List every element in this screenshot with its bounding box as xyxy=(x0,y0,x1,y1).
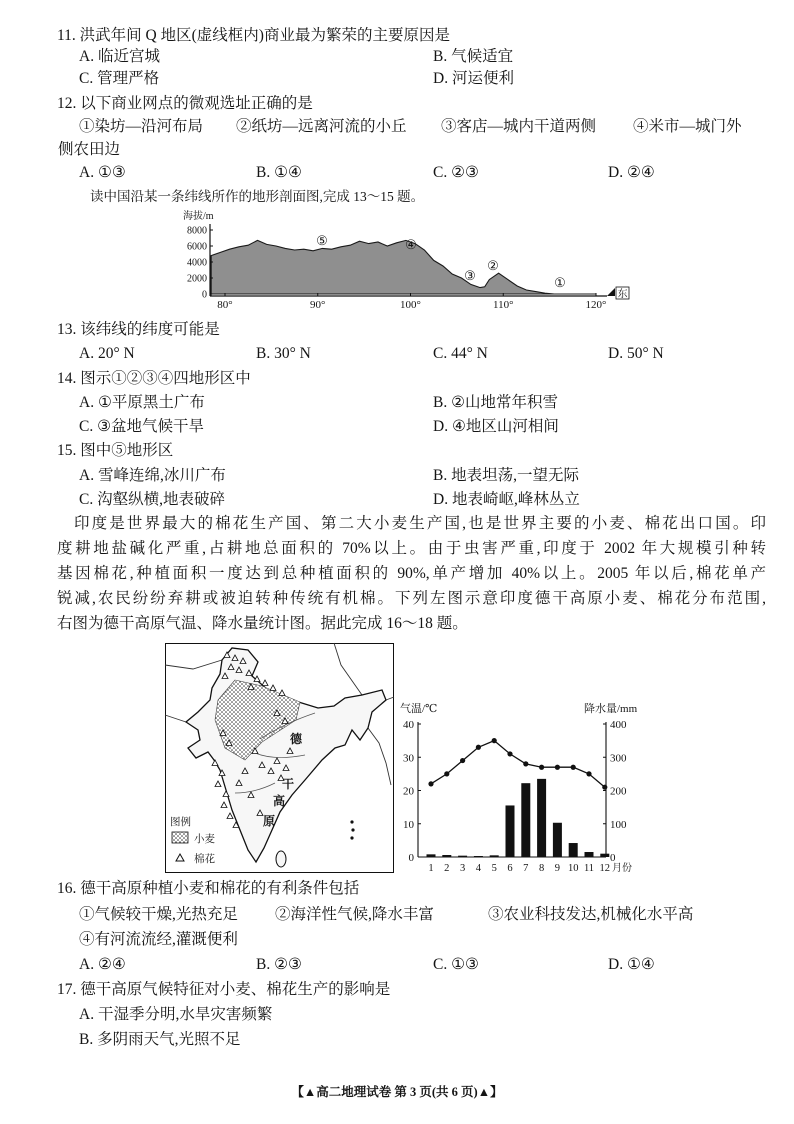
q11-option-b: B. 气候适宜 xyxy=(433,48,514,65)
q15-option-c: C. 沟壑纵横,地表破碎 xyxy=(79,491,225,508)
map-label-de: 德 xyxy=(290,732,303,746)
climate-left-tick-label: 30 xyxy=(403,752,414,765)
profile-region-label: ① xyxy=(554,275,566,290)
q12-item-1: ①染坊—沿河布局 xyxy=(79,118,204,135)
page-footer: 【▲高二地理试卷 第 3 页(共 6 页)▲】 xyxy=(291,1085,503,1099)
climate-left-tick-label: 0 xyxy=(408,852,414,864)
temperature-point xyxy=(507,751,512,756)
q15-option-d: D. 地表崎岖,峰林丛立 xyxy=(433,491,580,508)
q11-option-c: C. 管理严格 xyxy=(79,70,160,87)
q16-item-1: ①气候较干燥,光热充足 xyxy=(79,906,238,923)
precipitation-bar xyxy=(585,852,594,857)
q16-option-c: C. ①③ xyxy=(433,956,479,973)
temperature-point xyxy=(586,771,591,776)
q14-option-d: D. ④地区山河相间 xyxy=(433,418,559,435)
climate-left-tick-label: 20 xyxy=(403,785,414,798)
map-label-yuan: 原 xyxy=(263,814,276,828)
climate-left-axis-title: 气温/℃ xyxy=(400,703,438,715)
climate-right-tick-label: 0 xyxy=(610,852,616,864)
climate-month-label: 12 xyxy=(599,863,611,874)
passage-line-3: 基因棉花,种植面积一度达到总种植面积的 90%,单产增加 40%以上。2005 年以后,棉花单产 xyxy=(57,565,766,582)
profile-x-tick-label: 80° xyxy=(217,299,233,311)
map-label-gao: 高 xyxy=(273,794,286,808)
precipitation-bar xyxy=(506,805,515,857)
profile-region-label: ⑤ xyxy=(316,233,328,248)
q11-option-a: A. 临近宫城 xyxy=(79,48,160,65)
profile-x-tick-label: 100° xyxy=(400,299,421,311)
precipitation-bar xyxy=(553,823,562,857)
q11-option-d: D. 河运便利 xyxy=(433,70,514,87)
precipitation-bar xyxy=(458,856,467,857)
climate-left-tick-label: 40 xyxy=(403,719,414,731)
precipitation-bar xyxy=(427,854,436,857)
q11-stem: 11. 洪武年间 Q 地区(虚线框内)商业最为繁荣的主要原因是 xyxy=(57,27,450,44)
q12-item-3: ③客店—城内干道两侧 xyxy=(441,118,597,135)
q17-option-a: A. 干湿季分明,水旱灾害频繁 xyxy=(79,1006,273,1023)
profile-y-tick-label: 4000 xyxy=(187,257,207,269)
temperature-line xyxy=(431,741,605,788)
profile-region-label: ④ xyxy=(405,237,417,252)
profile-region-label: ② xyxy=(487,258,499,273)
profile-direction-label: 东 xyxy=(617,289,628,300)
climate-month-label: 8 xyxy=(538,863,545,874)
q12-option-c: C. ②③ xyxy=(433,164,479,181)
passage-line-2: 度耕地盐碱化严重,占耕地总面积的 70%以上。由于虫害严重,印度于 2002 年大规模引种转 xyxy=(57,540,766,557)
profile-y-tick-label: 0 xyxy=(202,289,207,301)
profile-direction-arrow xyxy=(607,288,615,296)
map-label-gan: 干 xyxy=(282,777,295,791)
passage-line-1: 印度是世界最大的棉花生产国、第二大小麦生产国,也是世界主要的小麦、棉花出口国。印 xyxy=(74,515,766,532)
profile-x-tick-label: 110° xyxy=(493,299,514,311)
climate-month-label: 10 xyxy=(567,863,579,874)
profile-region-label: ③ xyxy=(464,268,476,283)
q15-option-b: B. 地表坦荡,一望无际 xyxy=(433,467,579,484)
q15-option-a: A. 雪峰连绵,冰川广布 xyxy=(79,467,226,484)
precipitation-bar xyxy=(490,855,499,857)
precipitation-bar xyxy=(600,854,609,857)
intro-13-15: 读中国沿某一条纬线所作的地形剖面图,完成 13～15 题。 xyxy=(90,189,425,204)
profile-y-tick-label: 6000 xyxy=(187,241,207,253)
profile-x-tick-label: 120° xyxy=(585,299,607,311)
q14-option-b: B. ②山地常年积雪 xyxy=(433,394,558,411)
precipitation-bar xyxy=(442,855,451,857)
q12-option-a: A. ①③ xyxy=(79,164,126,181)
q13-stem: 13. 该纬线的纬度可能是 xyxy=(57,321,220,338)
temperature-point xyxy=(460,758,465,763)
climate-month-label: 2 xyxy=(444,863,450,874)
climate-chart xyxy=(395,695,665,880)
q16-option-b: B. ②③ xyxy=(256,956,302,973)
terrain-profile-area xyxy=(211,240,596,294)
legend-wheat-swatch xyxy=(172,832,188,843)
temperature-point xyxy=(428,781,433,786)
island-mark xyxy=(351,828,354,831)
profile-y-tick-label: 2000 xyxy=(187,273,207,285)
climate-right-tick-label: 300 xyxy=(610,752,627,765)
q12-option-d: D. ②④ xyxy=(608,164,655,181)
legend-wheat-label: 小麦 xyxy=(194,834,215,845)
q17-option-b: B. 多阴雨天气,光照不足 xyxy=(79,1031,241,1048)
climate-month-label: 4 xyxy=(475,863,482,874)
profile-x-tick-label: 90° xyxy=(310,299,326,311)
terrain-profile-chart xyxy=(175,208,645,312)
climate-month-label: 6 xyxy=(507,863,513,874)
q16-item-4: ④有河流流经,灌溉便利 xyxy=(79,931,238,948)
passage-line-4: 锐减,农民纷纷弃耕或被迫转种传统有机棉。下列左图示意印度德干高原小麦、棉花分布范围, xyxy=(57,590,766,607)
q14-stem: 14. 图示①②③④四地形区中 xyxy=(57,370,251,387)
q12-item-2: ②纸坊—远离河流的小丘 xyxy=(236,118,407,135)
climate-right-tick-label: 200 xyxy=(610,785,627,798)
q17-stem: 17. 德干高原气候特征对小麦、棉花生产的影响是 xyxy=(57,981,391,998)
climate-left-tick-label: 10 xyxy=(403,818,414,831)
temperature-point xyxy=(555,765,560,770)
precipitation-bar xyxy=(569,843,578,857)
q12-option-b: B. ①④ xyxy=(256,164,302,181)
precipitation-bar xyxy=(537,779,546,857)
q15-stem: 15. 图中⑤地形区 xyxy=(57,442,174,459)
q13-option-a: A. 20° N xyxy=(79,345,135,362)
q16-option-a: A. ②④ xyxy=(79,956,126,973)
q16-item-2: ②海洋性气候,降水丰富 xyxy=(275,906,434,923)
q16-item-3: ③农业科技发达,机械化水平高 xyxy=(488,906,694,923)
legend-cotton-label: 棉花 xyxy=(194,854,215,865)
temperature-point xyxy=(539,765,544,770)
climate-x-axis-title: 月份 xyxy=(612,863,632,874)
climate-right-tick-label: 100 xyxy=(610,818,627,831)
temperature-point xyxy=(602,785,607,790)
profile-y-axis-title: 海拔/m xyxy=(183,211,214,222)
island-mark xyxy=(350,836,353,839)
q12-stem: 12. 以下商业网点的微观选址正确的是 xyxy=(57,95,313,112)
profile-y-tick-label: 8000 xyxy=(187,225,207,237)
climate-month-label: 1 xyxy=(428,863,434,874)
precipitation-bar xyxy=(521,783,530,857)
temperature-point xyxy=(476,745,481,750)
sri-lanka-outline xyxy=(276,851,286,867)
passage-line-5: 右图为德干高原气温、降水量统计图。据此完成 16～18 题。 xyxy=(57,615,468,632)
q16-option-d: D. ①④ xyxy=(608,956,655,973)
temperature-point xyxy=(444,771,449,776)
climate-month-label: 5 xyxy=(491,863,497,874)
climate-month-label: 9 xyxy=(554,863,561,874)
q14-option-c: C. ③盆地气候干旱 xyxy=(79,418,204,435)
island-mark xyxy=(350,820,353,823)
q13-option-b: B. 30° N xyxy=(256,345,311,362)
temperature-point xyxy=(492,738,497,743)
q12-item-4: ④米市—城门外 xyxy=(633,118,742,135)
legend-title: 图例 xyxy=(170,817,191,828)
q13-option-c: C. 44° N xyxy=(433,345,488,362)
precipitation-bar xyxy=(474,856,483,857)
q12-item-4-continued: 侧农田边 xyxy=(58,141,121,158)
temperature-point xyxy=(571,765,576,770)
climate-month-label: 7 xyxy=(523,863,529,874)
climate-month-label: 3 xyxy=(459,863,466,874)
climate-month-label: 11 xyxy=(583,863,595,874)
q13-option-d: D. 50° N xyxy=(608,345,664,362)
climate-right-axis-title: 降水量/mm xyxy=(584,703,638,715)
temperature-point xyxy=(523,761,528,766)
q14-option-a: A. ①平原黑土广布 xyxy=(79,394,205,411)
india-map xyxy=(165,643,394,873)
q16-stem: 16. 德干高原种植小麦和棉花的有利条件包括 xyxy=(57,880,360,897)
climate-right-tick-label: 400 xyxy=(610,719,627,731)
